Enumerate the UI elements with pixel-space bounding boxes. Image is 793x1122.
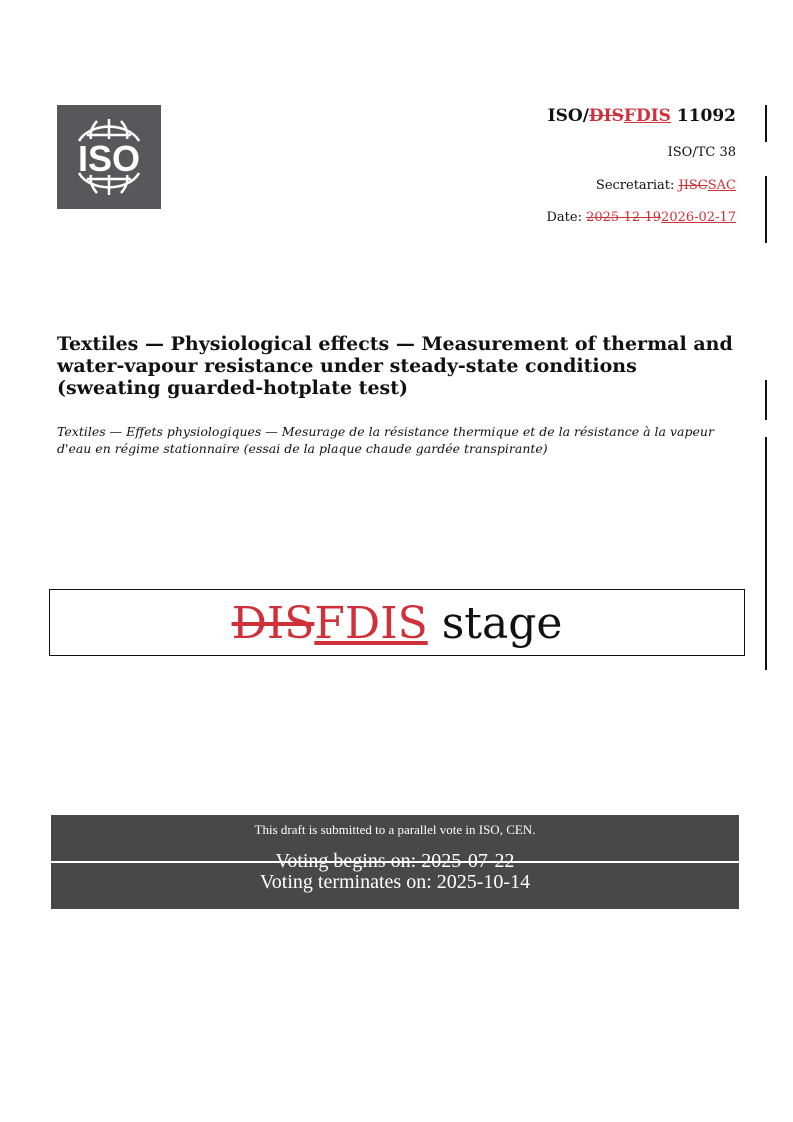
document-number: ISO/DISFDIS 11092 xyxy=(547,106,736,126)
vote-notice: This draft is submitted to a parallel vote in ISO, CEN. xyxy=(51,815,739,861)
voting-begins: Voting begins on: 2025-07-22 xyxy=(275,850,515,872)
secretariat: Secretariat: JISCSAC xyxy=(595,178,736,193)
iso-logo xyxy=(57,105,161,209)
change-bar xyxy=(765,105,767,142)
voting-dates xyxy=(51,850,739,909)
document-title: Textiles — Physiological effects — Measurement of thermal and water-vapour resistance under steady-state conditions (sweating guarded-hotplate test) xyxy=(57,333,733,399)
date: Date: 2025-12-192026-02-17 xyxy=(546,210,736,225)
stage-box: DISFDIS stage xyxy=(49,589,745,656)
change-bar xyxy=(765,380,767,420)
french-title: Textiles — Effets physiologiques — Mesurage de la résistance thermique et de la résistance à la vapeur d'eau en régime stationnaire (essai de la plaque chaude gardée transpirante) xyxy=(57,424,714,456)
committee: ISO/TC 38 xyxy=(667,145,736,160)
change-bar xyxy=(765,437,767,670)
svg-text:ISO: ISO xyxy=(77,138,141,179)
voting-terminates: Voting terminates on: 2025-10-14 xyxy=(259,871,531,893)
change-bar xyxy=(765,176,767,243)
